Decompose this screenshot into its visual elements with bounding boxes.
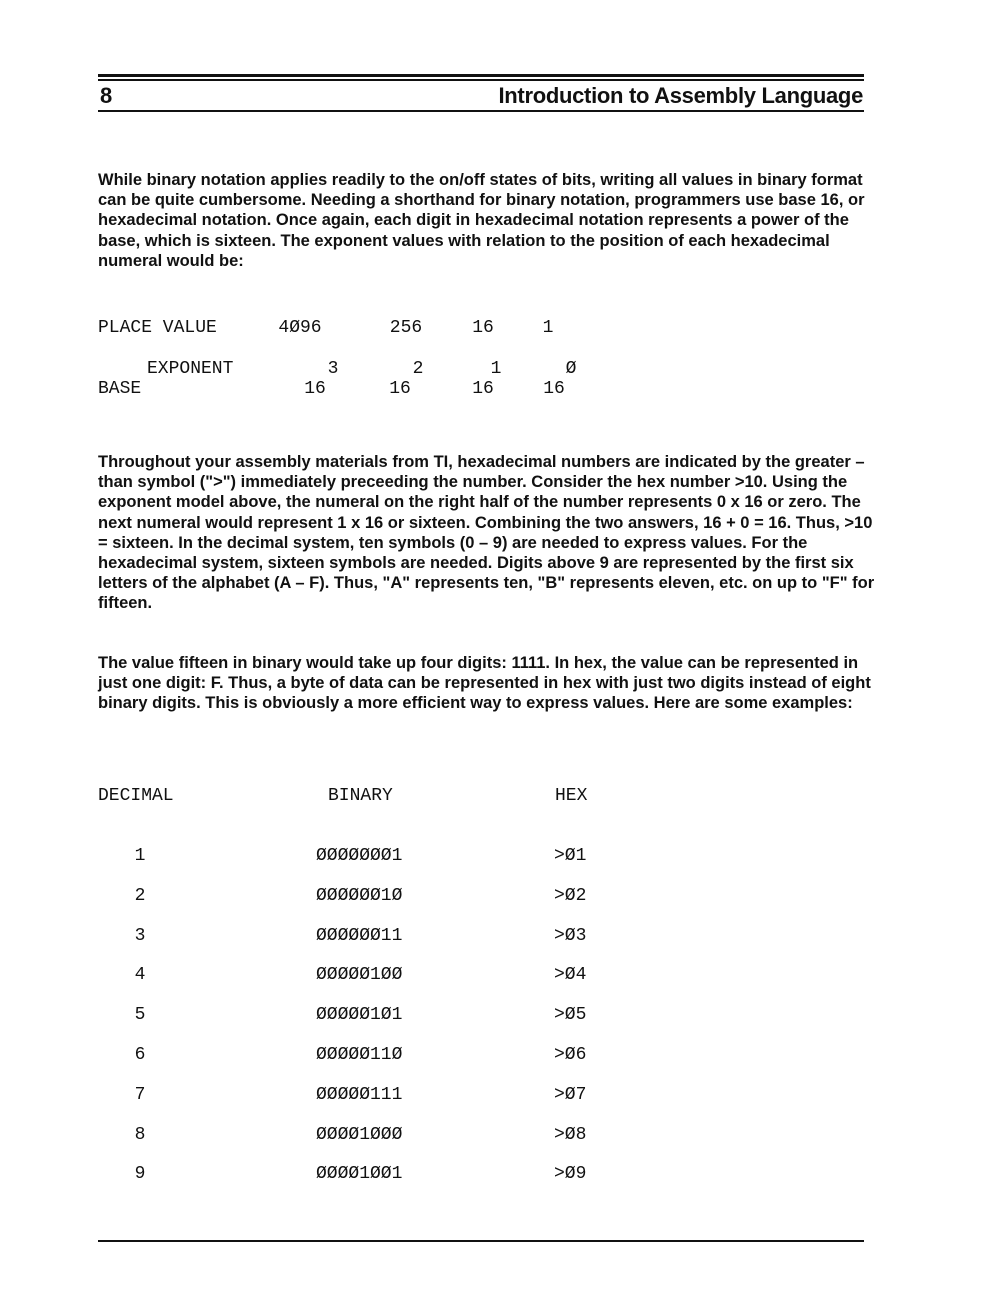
hex-cell: >Ø4 xyxy=(554,965,587,985)
binary-cell: ØØØØØØ11 xyxy=(316,926,403,946)
top-double-rule-upper xyxy=(98,74,864,77)
decimal-cell: 9 xyxy=(134,1164,146,1184)
page-number: 8 xyxy=(100,83,112,108)
decimal-cell: 8 xyxy=(134,1125,146,1145)
header-underline xyxy=(98,110,864,112)
running-header-title: Introduction to Assembly Language xyxy=(498,83,863,108)
binary-cell: ØØØØØ11Ø xyxy=(316,1045,403,1065)
hex-cell: >Ø6 xyxy=(554,1045,587,1065)
hex-cell: >Ø1 xyxy=(554,846,587,866)
place-value-label: PLACE VALUE xyxy=(98,318,217,338)
decimal-cell: 3 xyxy=(134,926,146,946)
column-header-hex: HEX xyxy=(555,786,588,806)
hex-cell: >Ø9 xyxy=(554,1164,587,1184)
binary-cell: ØØØØØ1Ø1 xyxy=(316,1005,403,1025)
paragraph-hex-efficiency: The value fifteen in binary would take up four digits: 1111. In hex, the value can be represented in just one digit: F. Thus, a byte of data can be represented in hex with just two digits instead of eight binary digits. This is obviously a more efficient way to express values. Here are some examples: xyxy=(98,654,871,713)
base-cell: 16 xyxy=(304,379,326,399)
exponent-cell: 3 xyxy=(327,359,339,379)
hex-cell: >Ø7 xyxy=(554,1085,587,1105)
decimal-cell: 2 xyxy=(134,886,146,906)
binary-cell: ØØØØØ1ØØ xyxy=(316,965,403,985)
base-cell: 16 xyxy=(472,379,494,399)
binary-cell: ØØØØ1ØØØ xyxy=(316,1125,403,1145)
paragraph-hex-intro: While binary notation applies readily to the on/off states of bits, writing all values in binary format can be quite cumbersome. Needing a shorthand for binary notation, programmers use base 16, or hexadecimal notation. Once again, each digit in hexadecimal notation represents a power of the base, which is sixteen. The exponent values with relation to the position of each hexadecimal numeral would be: xyxy=(98,171,865,270)
place-value-cell: 16 xyxy=(472,318,494,338)
decimal-cell: 1 xyxy=(134,846,146,866)
hex-cell: >Ø8 xyxy=(554,1125,587,1145)
column-header-binary: BINARY xyxy=(328,786,393,806)
hex-cell: >Ø2 xyxy=(554,886,587,906)
base-cell: 16 xyxy=(389,379,411,399)
exponent-cell: Ø xyxy=(565,359,577,379)
decimal-cell: 7 xyxy=(134,1085,146,1105)
exponent-label: EXPONENT xyxy=(147,359,234,379)
footer-rule xyxy=(98,1240,864,1242)
decimal-cell: 4 xyxy=(134,965,146,985)
base-label: BASE xyxy=(98,379,142,399)
exponent-cell: 2 xyxy=(412,359,424,379)
place-value-cell: 1 xyxy=(542,318,554,338)
hex-cell: >Ø5 xyxy=(554,1005,587,1025)
base-cell: 16 xyxy=(543,379,565,399)
binary-cell: ØØØØØØØ1 xyxy=(316,846,403,866)
binary-cell: ØØØØ1ØØ1 xyxy=(316,1164,403,1184)
paragraph-hex-notation: Throughout your assembly materials from TI, hexadecimal numbers are indicated by the greater – than symbol (">") immediately preceeding the number. Consider the hex number >10. Using the exponent model above, the numeral on the right half of the number represents 0 x 16 or zero. The next numeral would represent 1 x 16 or sixteen. Combining the two answers, 16 + 0 = 16. Thus, >10 = sixteen. In the decimal system, ten symbols (0 – 9) are needed to express values. For the hexadecimal system, sixteen symbols are needed. Digits above 9 are represented by the first six letters of the alphabet (A – F). Thus, "A" represents ten, "B" represents eleven, etc. on up to "F" for fifteen. xyxy=(98,453,875,613)
column-header-decimal: DECIMAL xyxy=(98,786,174,806)
place-value-cell: 4Ø96 xyxy=(278,318,322,338)
place-value-cell: 256 xyxy=(389,318,423,338)
decimal-cell: 6 xyxy=(134,1045,146,1065)
exponent-cell: 1 xyxy=(490,359,502,379)
decimal-cell: 5 xyxy=(134,1005,146,1025)
binary-cell: ØØØØØØ1Ø xyxy=(316,886,403,906)
top-double-rule-lower xyxy=(98,79,864,81)
hex-cell: >Ø3 xyxy=(554,926,587,946)
binary-cell: ØØØØØ111 xyxy=(316,1085,403,1105)
